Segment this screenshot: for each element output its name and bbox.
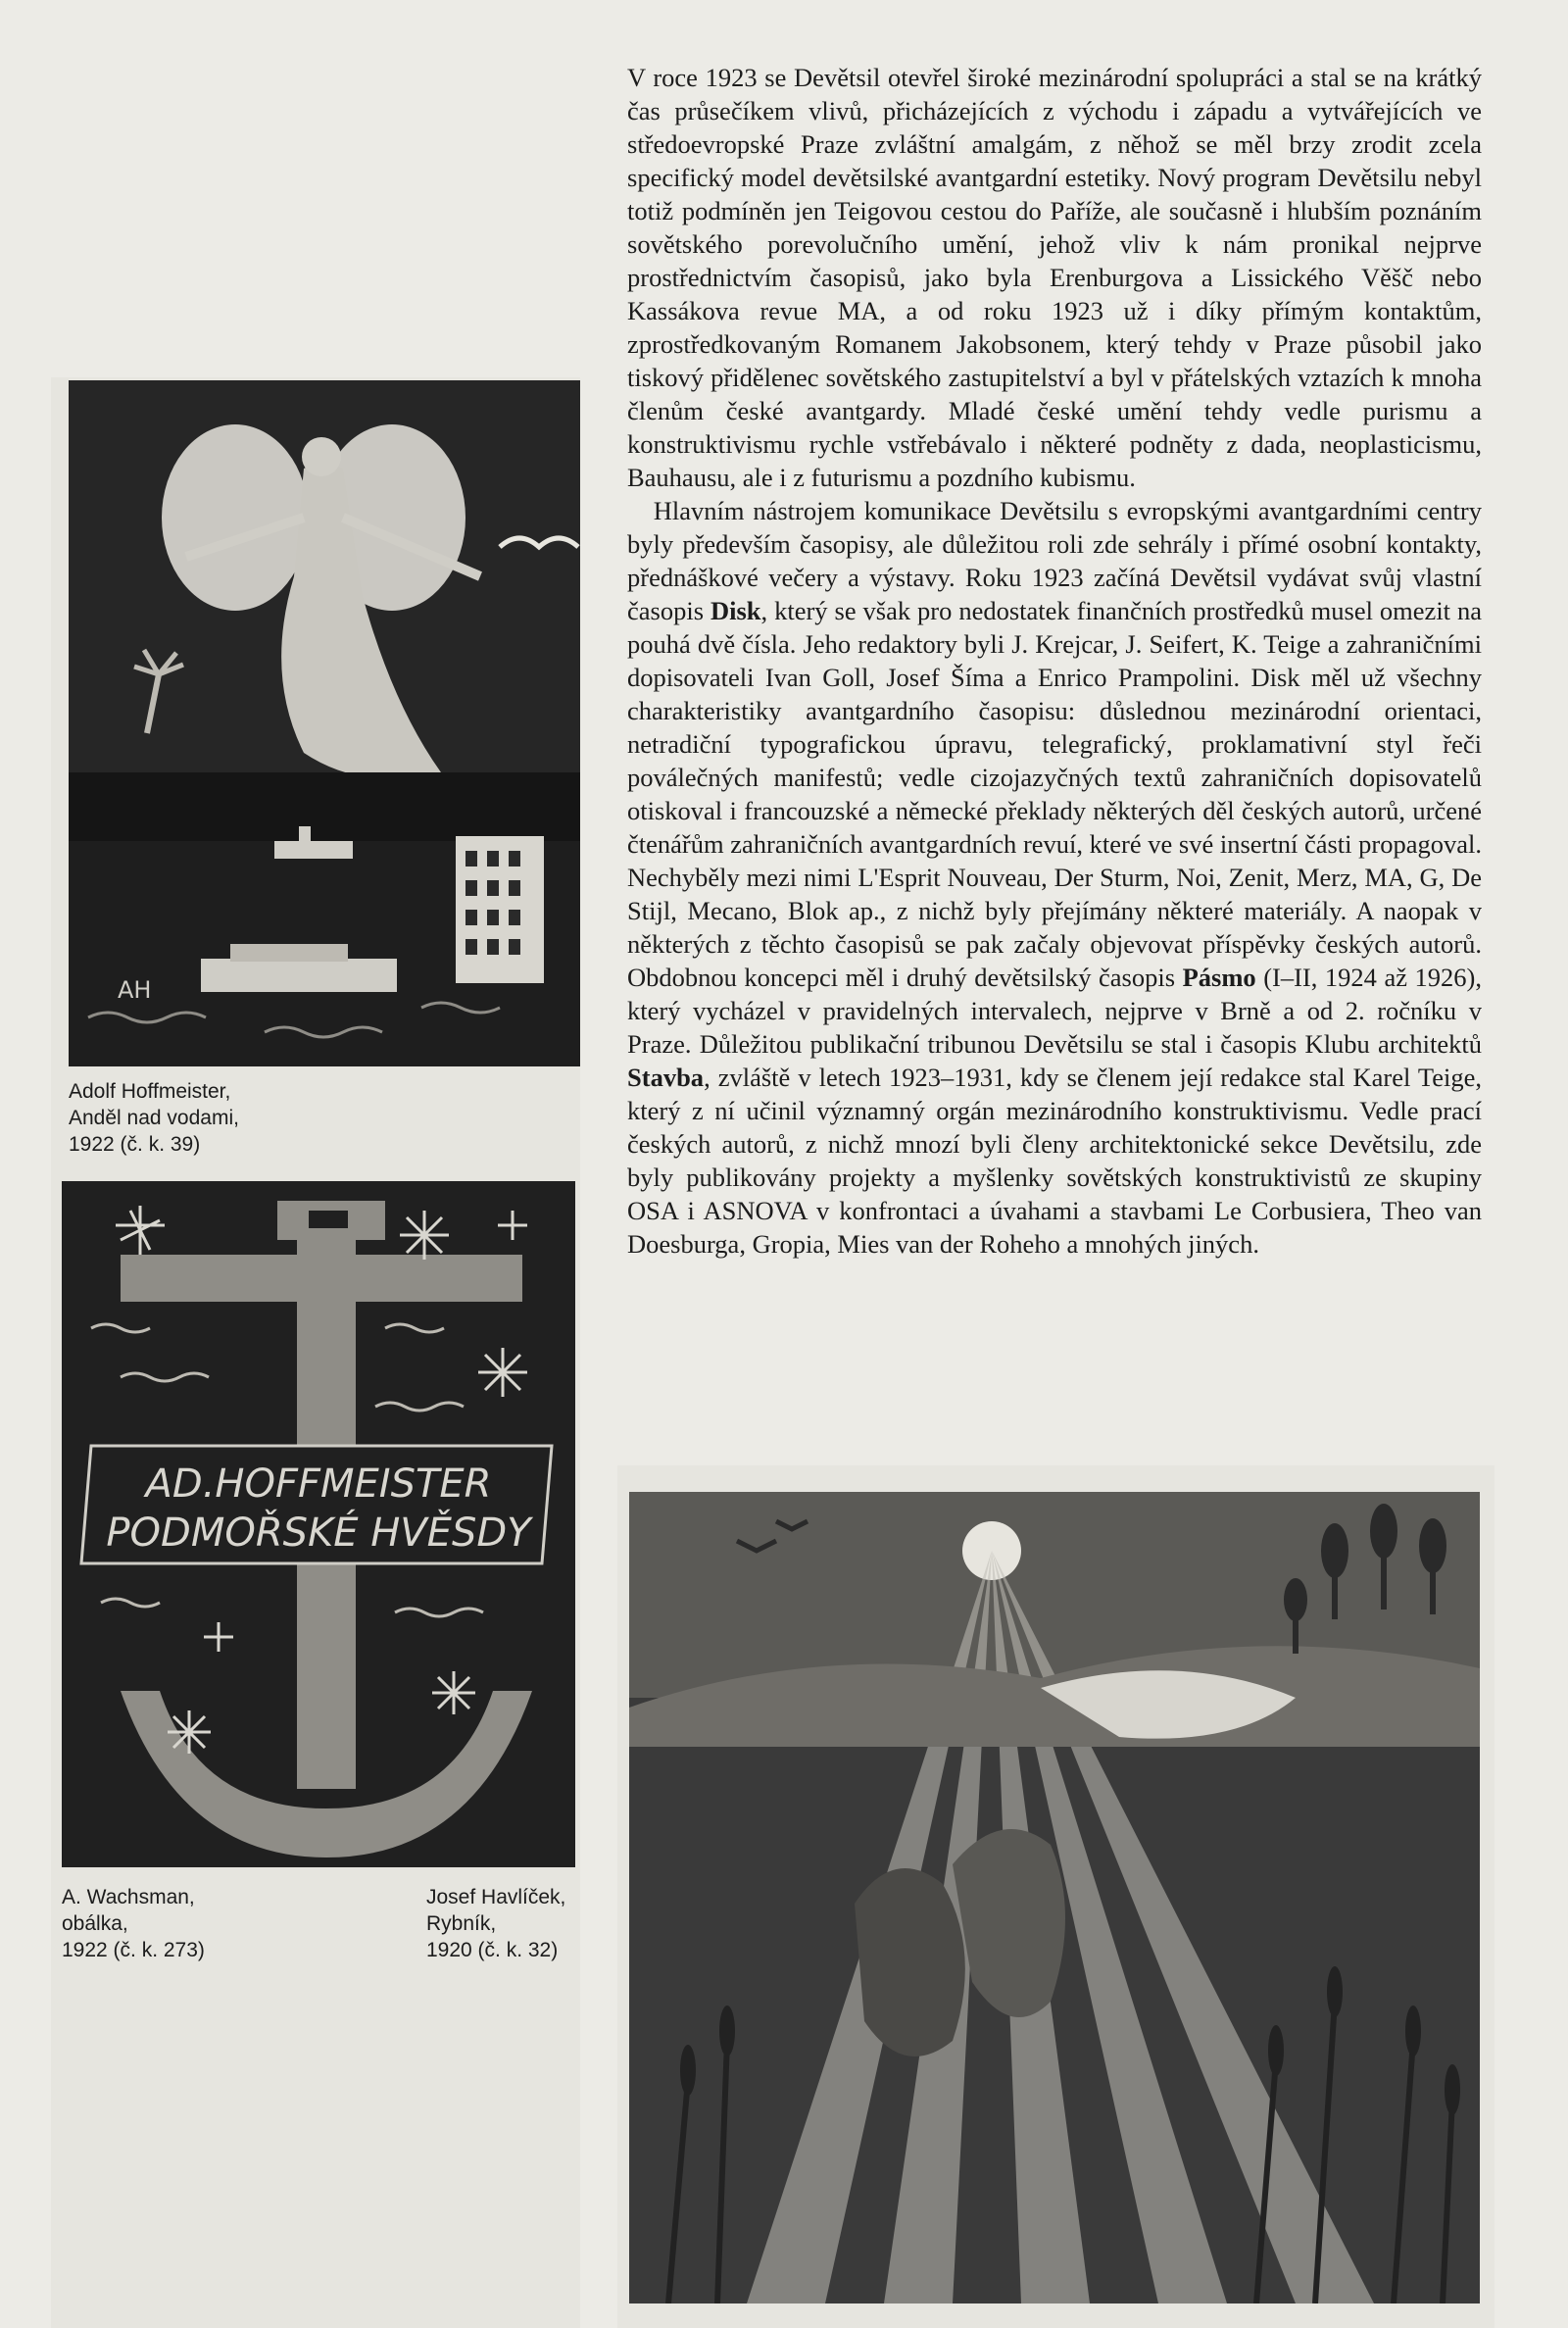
article-paragraph-1: V roce 1923 se Devětsil otevřel široké mezinárodní spolupráci a stal se na krátký čas průsečíkem vlivů, přicházejících z východu i západu a vytvářejících ve středoevropské Praze zvláštní amalgám, z něhož se měl brzy zrodit zcela specifický model devětsilské avantgardní estetiky. Nový program Devětsilu nebyl totiž podmíněn jen Teigovou cestou do Paříže, ale současně i hlubším poznáním sovětského porevolučního umění, jehož vliv k nám pronikal nejprve prostřednictvím časopisů, jako byla Erenburgova a Lissického Věšč nebo Kassákova revue MA, a od roku 1923 už i díky přímým kontaktům, zprostředkovaným Romanem Jakobsonem, který tehdy v Praze působil jako tiskový přidělenec sovětského zastupitelství a byl v přátelských vztazích k mnoha členům české avantgardy. Mladé české umění tehdy vedle purismu a konstruktivismu rychle vstřebávalo i některé podněty z dada, neoplasticismu, Bauhausu, ale i z futurismu a pozdního kubismu.	[627, 63, 1482, 492]
p2-text-b: , který se však pro nedostatek finančních prostředků musel omezit na pouhá dvě čísla. Jeho redaktory byli J. Krejcar, J. Seifert, K. Teige a zahraničními dopisovateli Ivan Goll, Josef Šíma a Enrico Prampolini. Disk měl už všechny charakteristiky avantgardního časopisu: důslednou mezinárodní orientaci, netradiční typografickou úpravu, telegrafický, proklamativní styl řeči poválečných manifestů; vedle cizojazyčných textů zahraničních dopisovatelů otiskoval i francouzské a německé překlady některých děl českých autorů, určené čtenářům zahraničních avantgardních revuí, které ve své insertní části propagoval. Nechyběly mezi nimi L'Esprit Nouveau, Der Sturm, Noi, Zenit, Merz, MA, G, De Stijl, Mecano, Blok ap., z nichž byly přejímány některé materiály. A naopak v některých z těchto časopisů se pak začaly objevovat příspěvky českých autorů. Obdobnou koncepci měl i druhý devětsilský časopis	[627, 596, 1483, 992]
cover-title-text: PODMOŘSKÉ HVĚSDY	[106, 1511, 531, 1556]
caption-pond-artist: Josef Havlíček,	[426, 1886, 566, 1908]
caption-angel	[69, 1078, 239, 1158]
cover-anchor-image	[62, 1181, 575, 1867]
caption-pond-date: 1920 (č. k. 32)	[426, 1939, 559, 1961]
article-column	[627, 61, 1482, 1261]
p2-text-c: (I–II, 1924 až 1926), který vycházel v pravidelných intervalech, nejprve v Brně a od 2. ročníku v Praze. Důležitou publikační tribunou Devětsilu se stal i časopis Klubu architektů	[627, 963, 1482, 1059]
article-paragraph-2	[627, 494, 1482, 1261]
caption-cover-title: obálka,	[62, 1912, 128, 1935]
angel-signature: AH	[118, 976, 152, 1004]
caption-cover-artist: A. Wachsman,	[62, 1886, 195, 1908]
cover-author-text: AD.HOFFMEISTER	[145, 1461, 492, 1507]
journal-pasmo: Pásmo	[1182, 963, 1256, 992]
figure-cover-anchor	[62, 1181, 575, 1867]
caption-pond-title: Rybník,	[426, 1912, 497, 1935]
caption-pond	[426, 1884, 565, 1963]
pond-painting-image	[629, 1492, 1480, 2303]
figure-pond-painting	[629, 1492, 1480, 2303]
caption-angel-date: 1922 (č. k. 39)	[69, 1133, 201, 1156]
caption-angel-title: Anděl nad vodami,	[69, 1107, 239, 1129]
caption-angel-artist: Adolf Hoffmeister,	[69, 1080, 231, 1103]
p2-text-a: Hlavním nástrojem komunikace Devětsilu s evropskými avantgardními centry byly především časopisy, ale důležitou roli zde sehrály i přímé osobní kontakty, přednáškové večery a výstavy. Roku 1923 začíná Devětsil vydávat svůj vlastní časopis	[627, 496, 1482, 625]
journal-disk: Disk	[710, 596, 761, 625]
figure-angel-painting	[69, 380, 580, 1066]
p2-text-d: , zvláště v letech 1923–1931, kdy se členem její redakce stal Karel Teige, který z ní učinil významný orgán mezinárodního konstruktivismu. Vedle prací českých autorů, z nichž mnozí byli členy architektonické sekce Devětsilu, zde byly publikovány projekty a myšlenky sovětských konstruktivistů ze skupiny OSA i ASNOVA v konfrontaci a úvahami a stavbami Le Corbusiera, Theo van Doesburga, Gropia, Mies van der Roheho a mnohých jiných.	[627, 1063, 1482, 1259]
caption-cover	[62, 1884, 205, 1963]
caption-cover-date: 1922 (č. k. 273)	[62, 1939, 205, 1961]
angel-painting-image	[69, 380, 580, 1066]
journal-stavba: Stavba	[627, 1063, 705, 1092]
